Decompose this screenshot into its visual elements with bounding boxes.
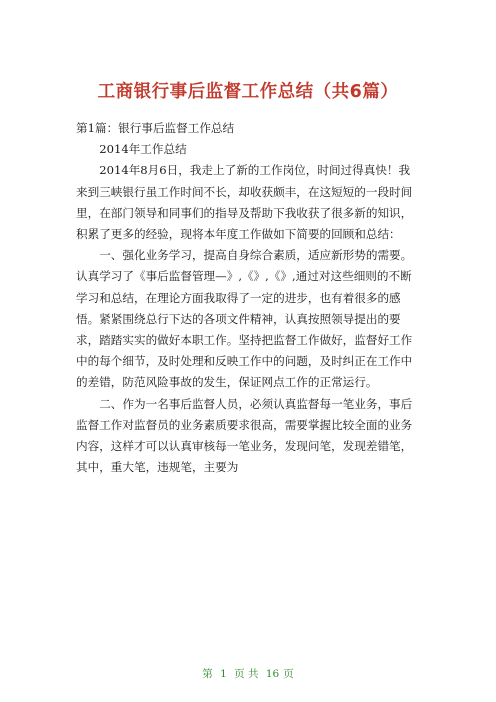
footer-page-number: 1: [220, 668, 227, 680]
paragraph-one: 一、强化业务学习，提高自身综合素质，适应新形势的需要。认真学习了《事后监督管理—》,《》,《》,通过对这些细则的不断学习和总结，在理论方面我取得了一定的进步，也有着很多的感悟。紧紧围绕总行下达的各项文件精神，认真按照领导提出的要求，踏踏实实的做好本职工作。坚持把监督工作做好，监督好工作中的每个细节，及时处理和反映工作中的问题，及时纠正在工作中的差错，防范风险事故的发生，保证网点工作的正常运行。: [76, 248, 413, 390]
footer-total-pages: 16: [265, 668, 280, 680]
document-title: 工商银行事后监督工作总结（共6篇）: [97, 82, 399, 102]
document-body: [76, 118, 421, 478]
section-heading: 第1篇：银行事后监督工作总结: [76, 121, 235, 135]
footer-suffix: 页: [283, 668, 294, 680]
year-title: 2014年工作总结: [99, 142, 187, 157]
paragraph-two: 二、作为一名事后监督人员，必须认真监督每一笔业务，事后监督工作对监督员的业务素质要求很高，需要掌握比较全面的业务内容，这样才可以认真审核每一笔业务，发现问笔，发现差错笔，其中，重大笔，违规笔，主要为: [76, 396, 413, 475]
paragraph-intro: 2014年8月6日，我走上了新的工作岗位，时间过得真快！我来到三峡银行虽工作时间不长，却收获颇丰，在这短短的一段时间里，在部门领导和同事们的指导及帮助下我收获了很多新的知识，积累了更多的经验，现将本年度工作做如下简要的回顾和总结：: [76, 163, 413, 242]
footer-prefix: 第: [202, 668, 213, 680]
page-footer: [0, 666, 496, 681]
footer-middle: 页 共: [234, 668, 259, 680]
